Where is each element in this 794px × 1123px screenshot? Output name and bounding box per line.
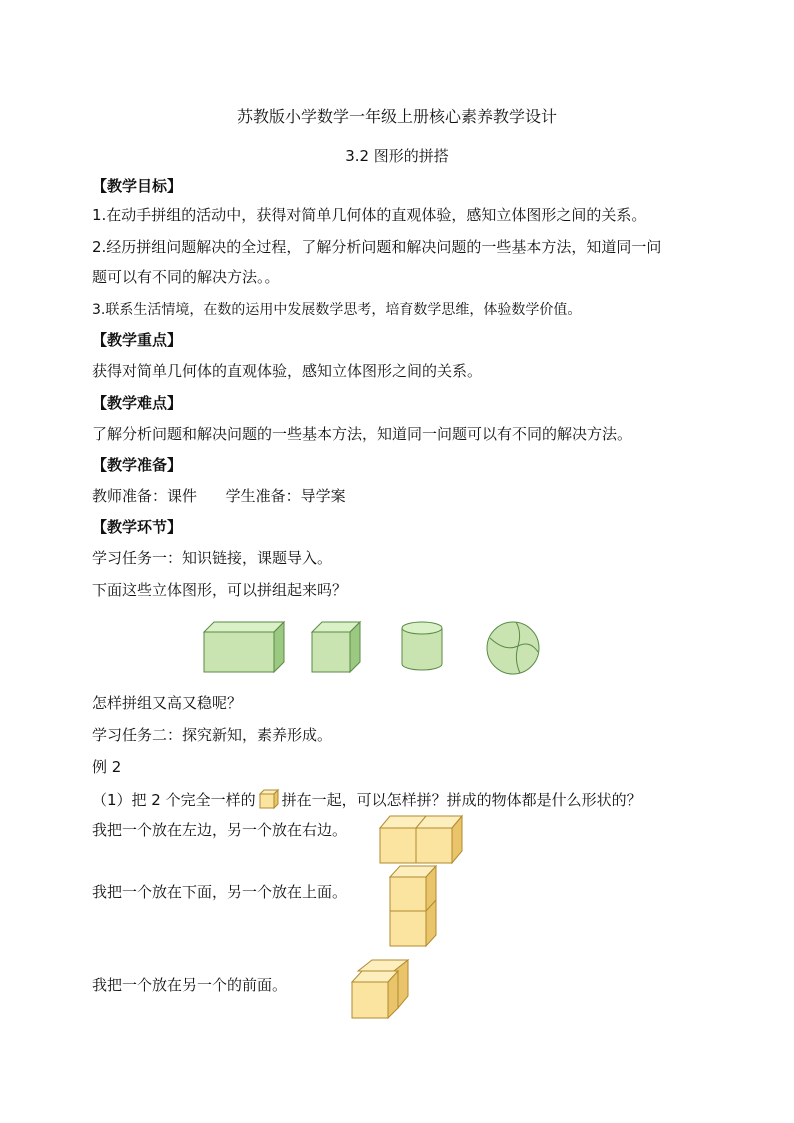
- cubes-front-back-illustration: [350, 958, 415, 1022]
- part-1-prompt-end: 拼在一起，可以怎样拼？拼成的物体都是什么形状的？: [281, 791, 642, 809]
- doc-subtitle: 3.2 图形的拼搭: [345, 147, 449, 165]
- goal-1: 1.在动手拼组的活动中，获得对简单几何体的直观体验，感知立体图形之间的关系。: [92, 206, 647, 224]
- cuboid-shape: [204, 622, 284, 672]
- cylinder-shape: [402, 622, 442, 670]
- part-1-prompt-start: （1）把 2 个完全一样的: [92, 791, 256, 809]
- cube-shape: [312, 622, 360, 672]
- goal-3: 3.联系生活情境，在数的运用中发展数学思考，培育数学思维，体验数学价值。: [92, 302, 582, 318]
- example-label: 例 2: [92, 758, 122, 776]
- difficulties-text: 了解分析问题和解决问题的一些基本方法，知道同一问题可以有不同的解决方法。: [92, 425, 633, 443]
- heading-key-points: 【教学重点】: [92, 331, 183, 349]
- preparation-text: 教师准备：课件 学生准备：导学案: [92, 487, 346, 505]
- goal-2-line-2: 题可以有不同的解决方法。。: [92, 268, 280, 286]
- answer-stacked: 我把一个放在下面，另一个放在上面。: [92, 883, 348, 901]
- task-2: 学习任务二：探究新知，素养形成。: [92, 726, 333, 744]
- cubes-stacked-illustration: [388, 864, 443, 948]
- doc-title: 苏教版小学数学一年级上册核心素养教学设计: [236, 107, 557, 126]
- small-cube-icon: [258, 789, 280, 809]
- heading-steps: 【教学环节】: [92, 518, 183, 536]
- question-2: 怎样拼组又高又稳呢？: [92, 694, 243, 712]
- part-1-prompt: [92, 789, 642, 810]
- goal-2-line-1: 2.经历拼组问题解决的全过程，了解分析问题和解决问题的一些基本方法，知道同一问: [92, 238, 662, 256]
- heading-goals: 【教学目标】: [92, 177, 183, 195]
- heading-difficulties: 【教学难点】: [92, 394, 183, 412]
- heading-preparation: 【教学准备】: [92, 456, 183, 474]
- answer-side-by-side: 我把一个放在左边，另一个放在右边。: [92, 821, 348, 839]
- task-1: 学习任务一：知识链接，课题导入。: [92, 549, 333, 567]
- question-1: 下面这些立体图形，可以拼组起来吗？: [92, 581, 348, 599]
- answer-front-back: 我把一个放在另一个的前面。: [92, 976, 288, 994]
- sphere-shape: [487, 622, 539, 674]
- cubes-side-by-side-illustration: [378, 814, 468, 864]
- key-points-text: 获得对简单几何体的直观体验，感知立体图形之间的关系。: [92, 362, 483, 380]
- solid-shapes-illustration: [200, 618, 560, 678]
